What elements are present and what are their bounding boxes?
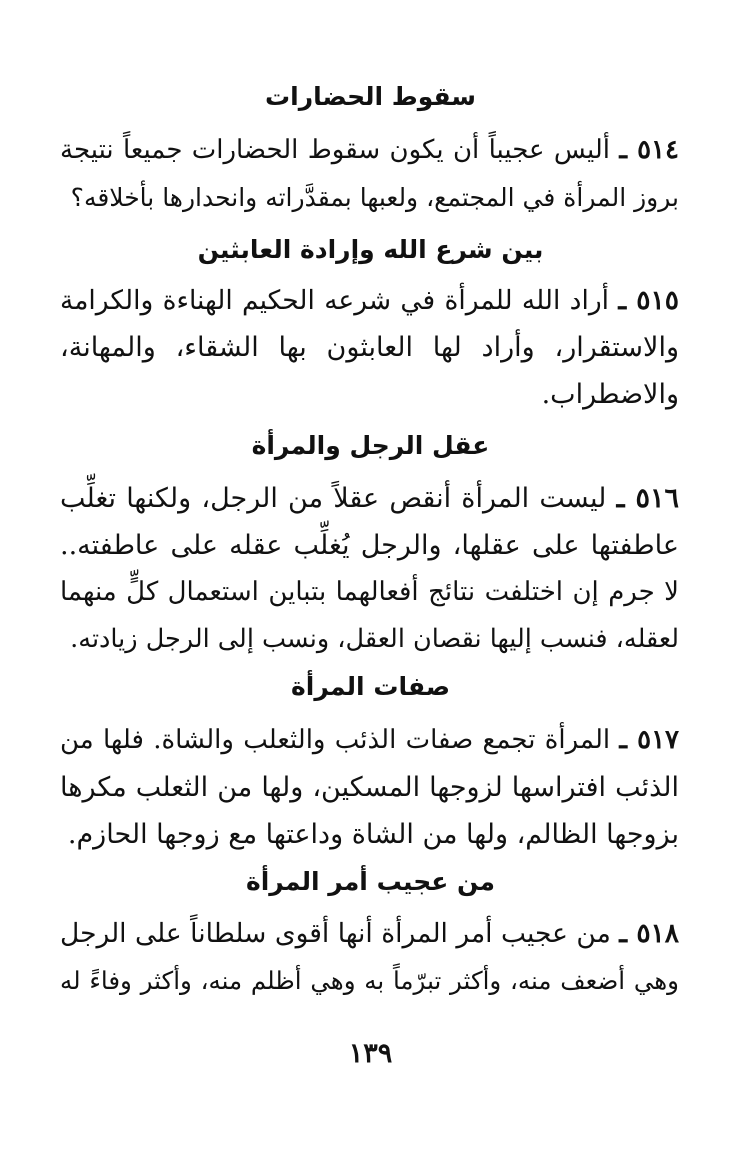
paragraph-line: ٥١٧ ـ المرأة تجمع صفات الذئب والثعلب والشاة. فلها من: [60, 725, 680, 755]
paragraph-515: [60, 277, 679, 418]
paragraph-line: والاستقرار، وأراد لها العابثون بها الشقاء، والمهانة،: [60, 332, 679, 363]
item-number: ٥١٦ ـ: [616, 483, 680, 514]
paragraph-516: [60, 475, 679, 663]
paragraph-line: وهي أضعف منه، وأكثر تبرّماً به وهي أظلم منه، وأكثر وفاءً له: [60, 966, 679, 995]
page-number: ١٣٩: [348, 1038, 393, 1069]
item-number: ٥١٨ ـ: [619, 918, 680, 949]
paragraph-518: [60, 910, 679, 1004]
section-heading-515: بين شرع الله وإرادة العابثين: [197, 235, 544, 264]
paragraph-line: بزوجها الظالم، ولها من الشاة وداعتها مع زوجها الحازم.: [67, 819, 679, 850]
paragraph-line: ٥١٥ ـ أراد الله للمرأة في شرعه الحكيم الهناءة والكرامة: [60, 285, 679, 316]
paragraph-line: ٥١٦ ـ ليست المرأة أنقص عقلاً من الرجل، ولكنها تغلِّب: [60, 483, 680, 514]
paragraph-517: [60, 717, 679, 858]
section-heading-518: من عجيب أمر المرأة: [245, 867, 496, 896]
item-number: ٥١٧ ـ: [619, 725, 680, 755]
paragraph-line: ٥١٨ ـ من عجيب أمر المرأة أنها أقوى سلطاناً على الرجل: [60, 918, 680, 949]
item-number: ٥١٥ ـ: [618, 285, 679, 316]
paragraph-514: [60, 127, 679, 221]
paragraph-line: ٥١٤ ـ أليس عجيباً أن يكون سقوط الحضارات جميعاً نتيجة: [60, 135, 679, 165]
paragraph-line: بروز المرأة في المجتمع، ولعبها بمقدَّراته وانحدارها بأخلاقه؟: [70, 183, 679, 212]
paragraph-line: لا جرم إن اختلفت نتائج أفعالهما بتباين استعمال كلٍّ منهما: [60, 577, 679, 607]
paragraph-line: والاضطراب.: [541, 379, 679, 410]
section-heading-517: صفات المرأة: [291, 672, 450, 701]
paragraph-line: عاطفتها على عقلها، والرجل يُغلِّب عقله على عاطفته..: [60, 530, 679, 561]
section-heading-514: سقوط الحضارات: [265, 82, 476, 111]
paragraph-line: الذئب افتراسها لزوجها المسكين، ولها من الثعلب مكرها: [60, 772, 679, 803]
item-number: ٥١٤ ـ: [619, 135, 679, 165]
section-heading-516: عقل الرجل والمرأة: [251, 431, 490, 460]
paragraph-line: لعقله، فنسب إليها نقصان العقل، ونسب إلى الرجل زيادته.: [70, 624, 679, 654]
